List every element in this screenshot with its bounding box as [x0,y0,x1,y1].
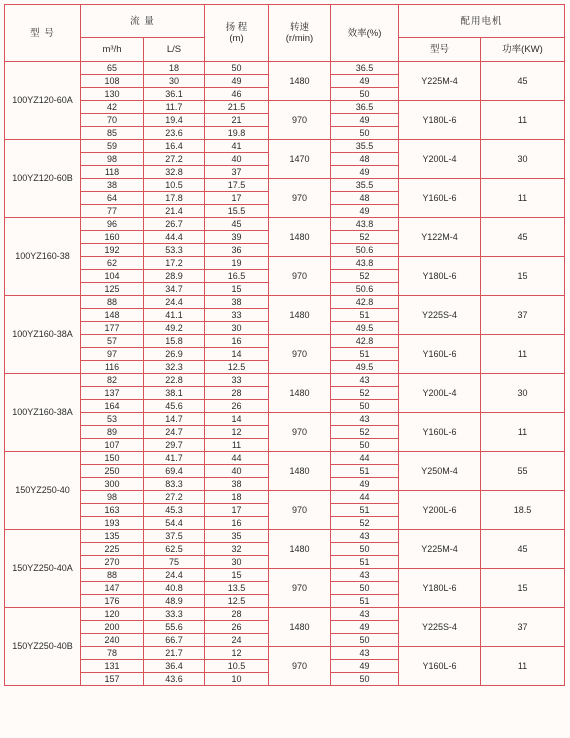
efficiency-cell: 50 [331,127,399,140]
table-row [5,62,565,75]
efficiency-cell: 49 [331,660,399,673]
head-cell: 28 [205,387,269,400]
motor-power-cell: 45 [481,62,565,101]
speed-cell: 1480 [269,296,331,335]
flow-m3h-cell: 192 [81,244,144,257]
motor-power-cell: 55 [481,452,565,491]
flow-ls-cell: 27.2 [144,491,205,504]
motor-model-cell: Y160L-6 [399,179,481,218]
motor-power-cell: 15 [481,257,565,296]
head-cell: 33 [205,374,269,387]
header-speed-label: 转速 [289,22,309,33]
head-cell: 49 [205,75,269,88]
motor-model-cell: Y225M-4 [399,62,481,101]
model-cell: 150YZ250-40B [5,608,81,686]
efficiency-cell: 43 [331,413,399,426]
head-cell: 36 [205,244,269,257]
efficiency-cell: 50.6 [331,283,399,296]
model-cell: 150YZ250-40 [5,452,81,530]
head-cell: 21.5 [205,101,269,114]
flow-m3h-cell: 163 [81,504,144,517]
head-cell: 17 [205,192,269,205]
speed-cell: 970 [269,257,331,296]
motor-power-cell: 11 [481,335,565,374]
head-cell: 12.5 [205,361,269,374]
header-efficiency: 效率(%) [331,5,399,62]
flow-m3h-cell: 88 [81,569,144,582]
head-cell: 13.5 [205,582,269,595]
flow-ls-cell: 53.3 [144,244,205,257]
efficiency-cell: 50 [331,400,399,413]
head-cell: 50 [205,62,269,75]
motor-power-cell: 30 [481,140,565,179]
motor-model-cell: Y225M-4 [399,530,481,569]
table-body [5,62,565,686]
flow-ls-cell: 55.6 [144,621,205,634]
head-cell: 39 [205,231,269,244]
speed-cell: 1480 [269,218,331,257]
flow-m3h-cell: 97 [81,348,144,361]
head-cell: 19.8 [205,127,269,140]
flow-ls-cell: 40.8 [144,582,205,595]
flow-m3h-cell: 137 [81,387,144,400]
table-row [5,647,565,660]
speed-cell: 970 [269,569,331,608]
table-row [5,218,565,231]
efficiency-cell: 48 [331,192,399,205]
head-cell: 18 [205,491,269,504]
head-cell: 12.5 [205,595,269,608]
flow-ls-cell: 45.3 [144,504,205,517]
flow-ls-cell: 15.8 [144,335,205,348]
flow-m3h-cell: 98 [81,491,144,504]
efficiency-cell: 35.5 [331,179,399,192]
head-cell: 40 [205,465,269,478]
flow-ls-cell: 16.4 [144,140,205,153]
efficiency-cell: 43.8 [331,257,399,270]
flow-ls-cell: 49.2 [144,322,205,335]
head-cell: 15 [205,283,269,296]
flow-m3h-cell: 193 [81,517,144,530]
motor-model-cell: Y160L-6 [399,647,481,686]
flow-m3h-cell: 64 [81,192,144,205]
speed-cell: 1470 [269,140,331,179]
head-cell: 12 [205,647,269,660]
flow-ls-cell: 23.6 [144,127,205,140]
efficiency-cell: 51 [331,504,399,517]
head-cell: 24 [205,634,269,647]
flow-ls-cell: 38.1 [144,387,205,400]
head-cell: 10.5 [205,660,269,673]
model-cell: 100YZ160-38A [5,296,81,374]
efficiency-cell: 51 [331,348,399,361]
flow-m3h-cell: 135 [81,530,144,543]
efficiency-cell: 49 [331,621,399,634]
efficiency-cell: 52 [331,517,399,530]
head-cell: 30 [205,322,269,335]
header-motor-power: 功率(KW) [481,38,565,62]
flow-ls-cell: 27.2 [144,153,205,166]
speed-cell: 970 [269,179,331,218]
flow-ls-cell: 41.7 [144,452,205,465]
flow-m3h-cell: 300 [81,478,144,491]
flow-m3h-cell: 57 [81,335,144,348]
efficiency-cell: 51 [331,309,399,322]
motor-model-cell: Y225S-4 [399,296,481,335]
flow-m3h-cell: 270 [81,556,144,569]
table-row [5,374,565,387]
table-row [5,452,565,465]
head-cell: 28 [205,608,269,621]
speed-cell: 1480 [269,608,331,647]
efficiency-cell: 52 [331,426,399,439]
motor-power-cell: 11 [481,413,565,452]
flow-ls-cell: 24.4 [144,569,205,582]
motor-power-cell: 30 [481,374,565,413]
flow-m3h-cell: 150 [81,452,144,465]
model-cell: 100YZ120-60B [5,140,81,218]
flow-m3h-cell: 88 [81,296,144,309]
head-cell: 14 [205,413,269,426]
table-row [5,530,565,543]
flow-ls-cell: 11.7 [144,101,205,114]
flow-m3h-cell: 147 [81,582,144,595]
speed-cell: 1480 [269,374,331,413]
flow-ls-cell: 26.9 [144,348,205,361]
model-cell: 100YZ160-38 [5,218,81,296]
speed-cell: 1480 [269,452,331,491]
header-speed-unit: (r/min) [285,33,314,44]
speed-cell: 970 [269,335,331,374]
flow-m3h-cell: 59 [81,140,144,153]
flow-ls-cell: 10.5 [144,179,205,192]
flow-ls-cell: 19.4 [144,114,205,127]
flow-m3h-cell: 157 [81,673,144,686]
efficiency-cell: 52 [331,231,399,244]
motor-model-cell: Y200L-4 [399,140,481,179]
flow-ls-cell: 75 [144,556,205,569]
flow-m3h-cell: 78 [81,647,144,660]
flow-m3h-cell: 225 [81,543,144,556]
head-cell: 33 [205,309,269,322]
table-row [5,413,565,426]
flow-m3h-cell: 85 [81,127,144,140]
efficiency-cell: 50.6 [331,244,399,257]
efficiency-cell: 43 [331,647,399,660]
efficiency-cell: 44 [331,491,399,504]
flow-ls-cell: 17.2 [144,257,205,270]
flow-m3h-cell: 65 [81,62,144,75]
table-row [5,296,565,309]
head-cell: 26 [205,621,269,634]
head-cell: 41 [205,140,269,153]
head-cell: 38 [205,296,269,309]
flow-m3h-cell: 148 [81,309,144,322]
flow-ls-cell: 44.4 [144,231,205,244]
flow-m3h-cell: 62 [81,257,144,270]
model-cell: 100YZ120-60A [5,62,81,140]
efficiency-cell: 50 [331,88,399,101]
flow-m3h-cell: 118 [81,166,144,179]
efficiency-cell: 50 [331,582,399,595]
flow-m3h-cell: 250 [81,465,144,478]
motor-power-cell: 37 [481,296,565,335]
header-flow: 流 量 [81,5,205,38]
head-cell: 45 [205,218,269,231]
motor-power-cell: 11 [481,179,565,218]
head-cell: 38 [205,478,269,491]
header-motor-model: 型号 [399,38,481,62]
flow-m3h-cell: 130 [81,88,144,101]
efficiency-cell: 44 [331,452,399,465]
flow-ls-cell: 24.4 [144,296,205,309]
table-row [5,608,565,621]
flow-ls-cell: 32.3 [144,361,205,374]
head-cell: 12 [205,426,269,439]
motor-power-cell: 45 [481,530,565,569]
flow-m3h-cell: 104 [81,270,144,283]
motor-power-cell: 15 [481,569,565,608]
flow-ls-cell: 21.7 [144,647,205,660]
efficiency-cell: 51 [331,556,399,569]
motor-power-cell: 18.5 [481,491,565,530]
speed-cell: 1480 [269,530,331,569]
flow-ls-cell: 83.3 [144,478,205,491]
flow-ls-cell: 33.3 [144,608,205,621]
head-cell: 16 [205,335,269,348]
flow-m3h-cell: 38 [81,179,144,192]
header-speed [269,5,331,62]
efficiency-cell: 43 [331,374,399,387]
head-cell: 17.5 [205,179,269,192]
model-cell: 150YZ250-40A [5,530,81,608]
flow-ls-cell: 41.1 [144,309,205,322]
head-cell: 19 [205,257,269,270]
efficiency-cell: 49 [331,75,399,88]
flow-ls-cell: 17.8 [144,192,205,205]
flow-m3h-cell: 131 [81,660,144,673]
motor-model-cell: Y225S-4 [399,608,481,647]
table-header [5,5,565,62]
flow-ls-cell: 28.9 [144,270,205,283]
efficiency-cell: 43 [331,569,399,582]
efficiency-cell: 36.5 [331,101,399,114]
head-cell: 14 [205,348,269,361]
flow-ls-cell: 43.6 [144,673,205,686]
flow-ls-cell: 14.7 [144,413,205,426]
head-cell: 15 [205,569,269,582]
head-cell: 21 [205,114,269,127]
flow-m3h-cell: 160 [81,231,144,244]
head-cell: 30 [205,556,269,569]
efficiency-cell: 49 [331,478,399,491]
flow-m3h-cell: 82 [81,374,144,387]
flow-ls-cell: 26.7 [144,218,205,231]
flow-ls-cell: 62.5 [144,543,205,556]
head-cell: 40 [205,153,269,166]
efficiency-cell: 43 [331,530,399,543]
flow-ls-cell: 32.8 [144,166,205,179]
pump-spec-table [4,4,565,686]
efficiency-cell: 51 [331,465,399,478]
head-cell: 16 [205,517,269,530]
motor-model-cell: Y160L-6 [399,335,481,374]
efficiency-cell: 49 [331,114,399,127]
flow-m3h-cell: 98 [81,153,144,166]
motor-model-cell: Y250M-4 [399,452,481,491]
flow-ls-cell: 66.7 [144,634,205,647]
efficiency-cell: 49 [331,166,399,179]
efficiency-cell: 48 [331,153,399,166]
speed-cell: 970 [269,101,331,140]
flow-m3h-cell: 164 [81,400,144,413]
header-motor: 配用电机 [399,5,565,38]
flow-ls-cell: 48.9 [144,595,205,608]
header-head-label: 扬 程 [225,22,248,33]
flow-m3h-cell: 120 [81,608,144,621]
motor-model-cell: Y180L-6 [399,257,481,296]
motor-model-cell: Y122M-4 [399,218,481,257]
flow-m3h-cell: 70 [81,114,144,127]
flow-ls-cell: 21.4 [144,205,205,218]
flow-m3h-cell: 200 [81,621,144,634]
flow-m3h-cell: 125 [81,283,144,296]
motor-power-cell: 11 [481,101,565,140]
flow-m3h-cell: 77 [81,205,144,218]
head-cell: 35 [205,530,269,543]
head-cell: 15.5 [205,205,269,218]
efficiency-cell: 35.5 [331,140,399,153]
flow-m3h-cell: 42 [81,101,144,114]
flow-m3h-cell: 177 [81,322,144,335]
efficiency-cell: 50 [331,634,399,647]
efficiency-cell: 50 [331,673,399,686]
efficiency-cell: 49.5 [331,361,399,374]
head-cell: 16.5 [205,270,269,283]
flow-m3h-cell: 96 [81,218,144,231]
flow-m3h-cell: 89 [81,426,144,439]
efficiency-cell: 51 [331,595,399,608]
head-cell: 11 [205,439,269,452]
flow-ls-cell: 36.4 [144,660,205,673]
table-row [5,179,565,192]
flow-ls-cell: 22.8 [144,374,205,387]
motor-model-cell: Y200L-4 [399,374,481,413]
table-row [5,569,565,582]
flow-ls-cell: 37.5 [144,530,205,543]
efficiency-cell: 52 [331,387,399,400]
motor-model-cell: Y180L-6 [399,101,481,140]
flow-ls-cell: 24.7 [144,426,205,439]
flow-m3h-cell: 116 [81,361,144,374]
efficiency-cell: 42.8 [331,335,399,348]
flow-ls-cell: 18 [144,62,205,75]
flow-ls-cell: 30 [144,75,205,88]
efficiency-cell: 52 [331,270,399,283]
motor-power-cell: 45 [481,218,565,257]
efficiency-cell: 36.5 [331,62,399,75]
head-cell: 32 [205,543,269,556]
speed-cell: 970 [269,647,331,686]
flow-ls-cell: 29.7 [144,439,205,452]
table-row [5,101,565,114]
header-head-unit: (m) [229,33,244,44]
speed-cell: 1480 [269,62,331,101]
motor-power-cell: 11 [481,647,565,686]
flow-ls-cell: 45.6 [144,400,205,413]
flow-m3h-cell: 240 [81,634,144,647]
efficiency-cell: 43 [331,608,399,621]
flow-m3h-cell: 53 [81,413,144,426]
header-model: 型 号 [5,5,81,62]
header-head [205,5,269,62]
flow-ls-cell: 34.7 [144,283,205,296]
header-flow-ls: L/S [144,38,205,62]
head-cell: 10 [205,673,269,686]
head-cell: 37 [205,166,269,179]
flow-m3h-cell: 107 [81,439,144,452]
flow-ls-cell: 36.1 [144,88,205,101]
model-cell: 100YZ160-38A [5,374,81,452]
flow-m3h-cell: 176 [81,595,144,608]
efficiency-cell: 50 [331,439,399,452]
efficiency-cell: 50 [331,543,399,556]
table-row [5,491,565,504]
flow-m3h-cell: 108 [81,75,144,88]
motor-power-cell: 37 [481,608,565,647]
head-cell: 46 [205,88,269,101]
head-cell: 17 [205,504,269,517]
efficiency-cell: 49.5 [331,322,399,335]
table-row [5,335,565,348]
speed-cell: 970 [269,413,331,452]
motor-model-cell: Y160L-6 [399,413,481,452]
header-flow-m3h: m³/h [81,38,144,62]
head-cell: 44 [205,452,269,465]
efficiency-cell: 49 [331,205,399,218]
head-cell: 26 [205,400,269,413]
efficiency-cell: 43.8 [331,218,399,231]
efficiency-cell: 42.8 [331,296,399,309]
flow-ls-cell: 54.4 [144,517,205,530]
table-row [5,257,565,270]
flow-ls-cell: 69.4 [144,465,205,478]
table-row [5,140,565,153]
motor-model-cell: Y180L-6 [399,569,481,608]
motor-model-cell: Y200L-6 [399,491,481,530]
speed-cell: 970 [269,491,331,530]
